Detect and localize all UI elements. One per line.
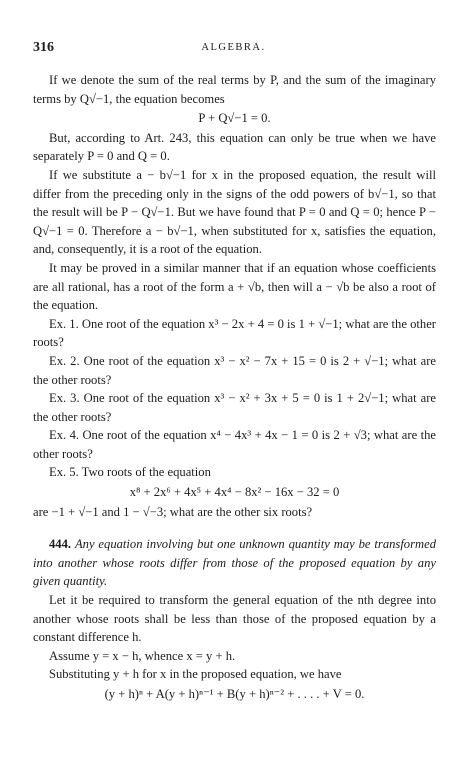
section-number: 444. [49,537,72,552]
running-head: ALGEBRA. [201,42,266,53]
example-3: Ex. 3. One root of the equation x³ − x² + 3x + 5 = 0 is 1 + 2√−1; what are the other roots? [33,391,436,424]
example-4: Ex. 4. One root of the equation x⁴ − 4x³ + 4x − 1 = 0 is 2 + √3; what are the other roots? [33,428,436,461]
example-1: Ex. 1. One root of the equation x³ − 2x + 4 = 0 is 1 + √−1; what are the other roots? [33,316,436,350]
example-2: Ex. 2. One root of the equation x³ − x² − 7x + 15 = 0 is 2 + √−1; what are the other roots? [33,353,436,387]
paragraph-sum-of-terms: If we denote the sum of the real terms by P, and the sum of the imaginary terms by Q√−1, the equation becomes [33,73,436,106]
section-theorem: Any equation involving but one unknown quantity may be transformed into another whose roots differ from those of the proposed equation by any given quantity. [33,537,436,589]
paragraph-substitution: If we substitute a − b√−1 for x in the proposed equation, the result will differ from the preceding only in the signs of the odd powers of b√−1, so that the result will be P − Q√−1. But we have found that P = 0 and Q = 0; hence P − Q√−1 = 0. Therefore a − b√−1, when substituted for x, satisfies the equation, and, consequently, it is a root of the equation. [33,167,436,257]
paragraph-transform: Let it be required to transform the general equation of the nth degree into another whose roots shall be less than those of the proposed equation by a constant difference h. [33,593,436,645]
page-number: 316 [33,40,54,55]
equation-expansion: (y + h)ⁿ + A(y + h)ⁿ⁻¹ + B(y + h)ⁿ⁻² + . . . . + V = 0. [104,687,365,701]
page-body [33,71,436,705]
paragraph-rational-coefficients: It may be proved in a similar manner that if an equation whose coefficients are all rational, has a root of the form a + √b, then will a − √b be also a root of the equation. [33,260,436,313]
section-444 [33,535,436,591]
paragraph-substituting: Substituting y + h for x in the proposed equation, we have [49,667,342,682]
page-header [33,40,434,58]
example-5-question: are −1 + √−1 and 1 − √−3; what are the other six roots? [33,504,313,519]
example-5-equation: x⁸ + 2x⁶ + 4x⁵ + 4x⁴ − 8x² − 16x − 32 = 0 [129,485,340,500]
example-5: Ex. 5. Two roots of the equation [49,465,211,480]
equation-p-plus-q: P + Q√−1 = 0. [198,111,271,126]
paragraph-art-243: But, according to Art. 243, this equation can only be true when we have separately P = 0 and Q = 0. [33,130,436,164]
paragraph-assume: Assume y = x − h, whence x = y + h. [49,648,236,663]
